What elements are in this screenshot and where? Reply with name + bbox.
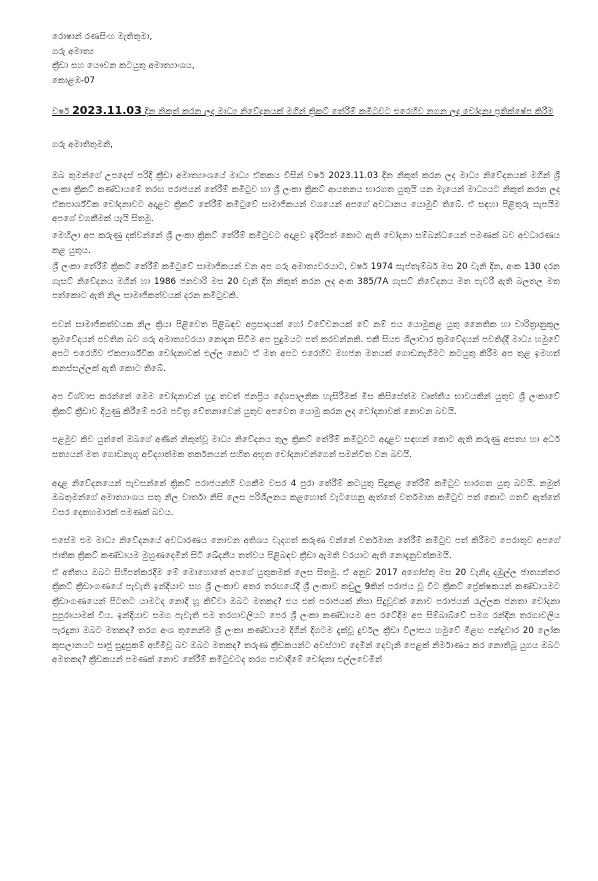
subject-line (52, 104, 560, 120)
subject-date: 2023.11.03 (72, 104, 142, 118)
paragraph-8: එසේම එම මාධ්‍ය නිවේදනයේ අවධාරණය නොවන අතිශය වැදගත් කරුණ වන්නේ වර්තමාන තේරීම් කමිටුව පත් කිරීමට පෙරාතුව අපගේ ජාතික ක්‍රිකට් කණ්ඩායම මුහුණදෙමින් සිටි ඛේදනීය තත්වය පිළිබඳව ක්‍රීඩා ඇමති වරයාට ඇති නොදැනුවත්කමයි. (52, 536, 560, 562)
paragraph-9: ඒ අතීතය ඔබට සිහිපත්කරදීම මේ මොහොතේ අපගේ යුතුකමක් ලෙස සිතමු. ඒ අනුව 2017 අගෝස්තු මස 20 වැනිදා දඹුල්ල ජාත්‍යන්තර ක්‍රිකට් ක්‍රීඩාංගණයේ පැවැති ඉන්දියාව සහ ශ්‍රී ලංකාව අතර තරඟයේදී ශ්‍රී ලංකාව කඩුලු 9කින් පරාජය වූ විට ක්‍රිකට් ප්‍රේක්ෂකයන් කණ්ඩායමට ක්‍රීඩාංගණයෙන් පිටතට යාමටද නොදී හූ කිව්වා ඔබට මතකද? එය එක් පරාජයක් නිසා සිදුවූවක් නොව පරාජයන් රැල්ලක ජනතා චෝදනා පුපුරායාමක් විය. ඉන්දියාව සමග පැවැති එම තරගාවලියට පෙර ශ්‍රී ලංකා කණ්ඩායම අප රටේදීම අප සිම්බාබ්වේ සමග රන්දින තරගාවලිය පැරදුනා ඔබට මතකද? තරග අංශ තුනෙන්ම ශ්‍රී ලංකා කණ්ඩායම දිගින් දිගටම දැක්වූ දුර්වල ක්‍රීඩා විලාසය හමුවේ මිළඟ පන්දුවාර 20 ලෝක කුසලානයට සෘජු සුදුසුකම් අහිමිවූ බව ඔබට මතකද? තරුණ ක්‍රීඩකයන්ට අවස්ථාව දෙමින් දෙවැනි පෙළක් නිර්මාණය කර නොතිබූ යුගය ඔබට අමතකද? ක්‍රීඩකයන් පමණක් නොව තේරීම් කමිටුවටද තරග පාවාදීමේ චෝදනා එල්ලවෙමින් (52, 567, 560, 666)
salutation: ගරු අමාතිතුමනි, (52, 139, 113, 150)
addressee-ministry: ක්‍රීඩා සහ යෞවන කටයුතු අමාත්‍යාංශය, (52, 61, 195, 72)
paragraph-7: අදාළ නිවේදනයෙන් පැවසන්නේ ක්‍රිකට් පරාජයන්හි වගකීම වසර 4 පුරා තේරීම් කටයුතු සිදුකළ තේරීම් කමිටුව භාරගත යුතු බවයි. නමුත් ඔබතුමන්ගේ අමාත්‍යාංශය සතු නිල වාර්තා නිසි ලෙස පරිශීලනය කළහොත් වැටහෙනු ඇත්තේ වර්තමාන කමිටුව පත් කොට ගතවී ඇත්තේ වසර දෙකහමාරක් පමණක් බවය. (52, 478, 560, 518)
paragraph-6: පළමුව කිව යුත්තේ ඔබගේ අණින් නිකුත්වූ මාධ්‍ය නිවේදනය තුල ක්‍රිකට් තේරීම් කමිටුවට අදාළව සඳහන් කොට ඇති කරුණු අසත්‍ය හා අර්ධ සත්‍යයන් මත ගොඩනැගූ අවිද්‍යාත්මක තර්කනයන් සහිත අභූත චෝදනාවන්ගෙන් සමන්විත වන බවයි. (52, 435, 560, 461)
subject-text: දින නිකුත් කරන ලද මාධ්‍ය නිවේදනයක් මගින් ක්‍රිකට් තේරීම් කමිටුවට එරෙහිව නගන ලද චෝදනා ප්‍රතික්ෂේප කිරීම (144, 107, 554, 118)
addressee-name: රොෂාන් රණසිංහ මැතිතුමා, (52, 32, 153, 42)
paragraph-1: ඔබ තුමන්ගේ උපදෙස් පරිදි ක්‍රීඩා අමාත්‍යාංශයේ මාධ්‍ය ඒකකය විසින් වර්ෂ 2023.11.03 දින නිකුත් කරන ලද මාධ්‍ය නිවේදනයක් මගින් ශ්‍රී ලංකා ක්‍රිකට් කණ්ඩායමේ තරඟ පරාජයන් තේරීම් කමිටුව හා ශ්‍රී ලංකා ක්‍රිකට් ආයතනය භාරගත යුතුයි යන මැයෙන් මාධ්‍යයට නිකුත් කරන ලද ඒකපාර්ශ්වික චෝදනාවට අදාළව ක්‍රිකට් තේරීම් කමිටුවේ සාමාජිකයන් වශයෙන් අපගේ අවධානය යොමුවී තිබේ. ඒ සඳහා පිළිතුරු සැපයීම අපගේ වගකීමක් යැයි සිතමු. (52, 170, 560, 225)
paragraph-3: ශ්‍රී ලංකා තේරීම් ක්‍රිකට් තේරීම් කමිටුවේ සාමාජිකයන් වන අප ගරු අමාත්‍යවරයාට, වර්ෂ 1974 සැප්තැම්බර් මස 20 වැනි දින, අංක 130 දරන ගැසට් නිවේදනය මගින් හා 1986 ජනවාරි මස 20 වැනි දින නිකුත් කරන ලද අංක 385/7A ගැසට් නිවේදනය මත පැවරී ඇති බලතල මත පත්කොට ඇති නිල සාමාජිකත්වයක් දරන කමිටුවකි. (52, 262, 560, 302)
paragraph-5: අප විශ්වාස කරන්නේ මෙම චෝදනාවන් හුදු තවත් ජනප්‍රිය දේශපාලනික හැසිරීමක් මිස කිසිසේත්ම වෘත්තීය භාවයකින් යුතුව ශ්‍රී ලංකාවේ ක්‍රිකට් ක්‍රීඩාව දියුණු කිරීමේ පරම පවිත්‍ර චේතනාවෙන් යුතුව අපවෙත යොමු කරන ලද චෝදනාවක් නොවන බවයි. (52, 392, 560, 417)
addressee-block (52, 30, 560, 88)
addressee-title: ගරු අමාත්‍ය (52, 46, 95, 57)
addressee-city: කොළඹ-07 (52, 75, 96, 86)
paragraph-2: මෙහිලා අප කරුණු දක්වන්නේ ශ්‍රී ලංකා ක්‍රිකට් තේරීම් කමිටුවට අදාළව ඉදිරිපත් කොට ඇති චෝදනා සම්බන්ධයෙන් පමණක් බව අවධාරණය කළ යුතුය. (52, 230, 560, 256)
paragraph-4: එවන් සාමාජිකත්වයක නිල ක්‍රියා පිළිවෙත පිළිබඳව අප්‍රසාදයක් හෝ විවේචනයක් වේ නම් එය යොමුකළ යුතු නෛතික හා චාරිත්‍රානුකූල ක්‍රමවේදයන් පවතින බව ගරු අමාත්‍යවරයා නොදැන සිටීම අප පුදුමයට පත් කරවන්නකි. එකී සියළු ශිලාචාර ක්‍රමවේදයන් පවතිද්දී මාධ්‍ය හමුවේ අපට එරෙහිව ඒකපාර්ශ්වික චෝදනාවක් එල්ල කොට ඒ මත අපට එරෙහිව මහජන මතයක් ගොඩනැගීමට කටයුතු කිරීම අප තුළ ඉමහත් කනස්සල්ලක් ඇති කොට තිබේ. (52, 319, 560, 374)
subject-prefix: වර්ෂ (52, 107, 70, 118)
